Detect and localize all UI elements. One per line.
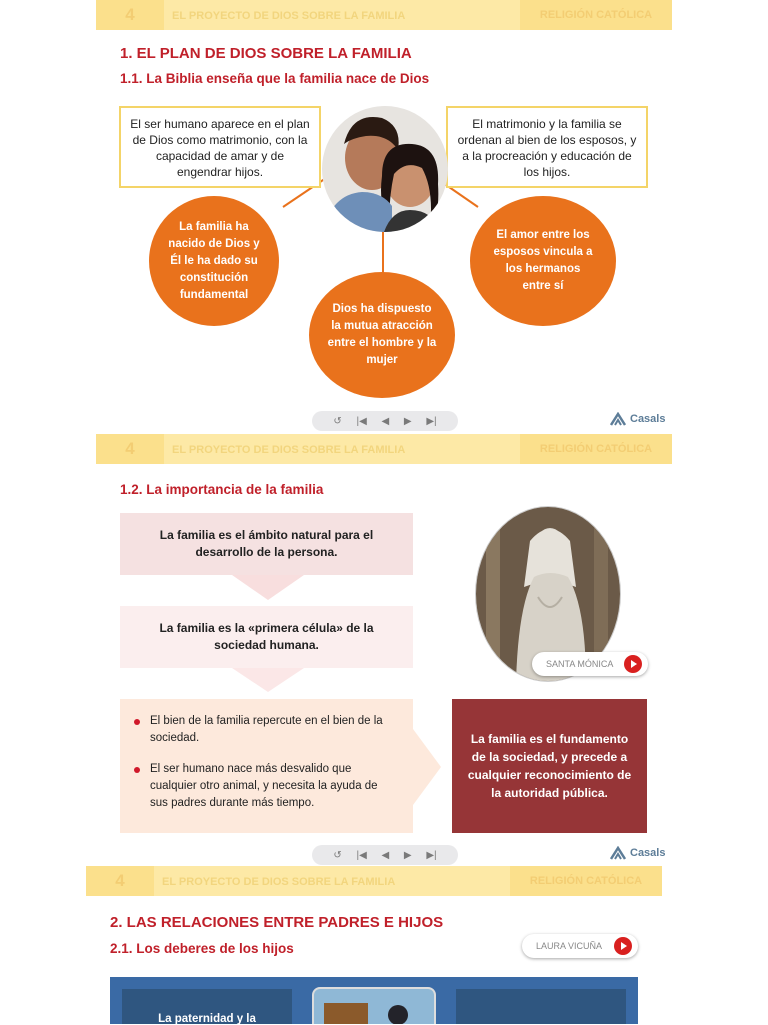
first-button[interactable]: |◀ xyxy=(356,849,367,861)
next-button[interactable]: ▶ xyxy=(403,849,412,861)
unit-number: 4 xyxy=(96,0,164,30)
info-box-left: El ser humano aparece en el plan de Dios como matrimonio, con la capacidad de amar y de engendrar hijos. xyxy=(119,106,321,188)
duties-panel xyxy=(110,977,638,1024)
brand-name: Casals xyxy=(630,847,666,859)
down-arrow xyxy=(232,668,304,692)
replay-button[interactable]: ↺ xyxy=(333,849,342,861)
slide-3 xyxy=(86,866,662,1024)
casals-logo xyxy=(610,412,665,426)
down-arrow xyxy=(232,575,304,600)
slide-controls xyxy=(312,845,458,865)
bullets-box xyxy=(120,699,413,833)
subject-label: RELIGIÓN CATÓLICA xyxy=(510,866,662,896)
casals-logo xyxy=(610,846,665,860)
unit-title: EL PROYECTO DE DIOS SOBRE LA FAMILIA xyxy=(172,444,406,456)
bullet-item: El ser humano nace más desvalido que cualquier otro animal, y necesita la ayuda de sus padres durante más tiempo. xyxy=(150,761,397,812)
next-button[interactable]: ▶ xyxy=(403,415,412,427)
illustration-image xyxy=(312,987,436,1024)
unit-number: 4 xyxy=(96,434,164,464)
slide-2 xyxy=(96,434,672,864)
first-button[interactable]: |◀ xyxy=(356,415,367,427)
casals-mark-icon xyxy=(610,412,626,426)
subject-label: RELIGIÓN CATÓLICA xyxy=(520,0,672,30)
unit-number: 4 xyxy=(86,866,154,896)
section-heading: 2. LAS RELACIONES ENTRE PADRES E HIJOS xyxy=(110,914,444,931)
circle-right: El amor entre los esposos vincula a los hermanos entre sí xyxy=(470,196,616,326)
circle-left: La familia ha nacido de Dios y Él le ha dado su constitución fundamental xyxy=(149,196,279,326)
slide-controls xyxy=(312,411,458,431)
conclusion-box: La familia es el fundamento de la sociedad, y precede a cualquier reconocimiento de la autoridad pública. xyxy=(452,699,647,833)
circle-center: Dios ha dispuesto la mutua atracción entre el hombre y la mujer xyxy=(309,272,455,398)
slide-header xyxy=(96,434,672,464)
couple-photo xyxy=(322,106,448,232)
subject-label: RELIGIÓN CATÓLICA xyxy=(520,434,672,464)
subsection-heading: 1.1. La Biblia enseña que la familia nace de Dios xyxy=(120,71,430,86)
right-arrow xyxy=(413,729,441,805)
prev-button[interactable]: ◀ xyxy=(381,849,390,861)
panel-right-box xyxy=(456,989,626,1024)
replay-button[interactable]: ↺ xyxy=(333,415,342,427)
unit-title: EL PROYECTO DE DIOS SOBRE LA FAMILIA xyxy=(162,876,396,888)
play-icon xyxy=(614,937,632,955)
panel-left-text: La paternidad y la xyxy=(158,1013,256,1025)
laura-vicuna-media-button[interactable] xyxy=(522,934,638,958)
play-icon xyxy=(624,655,642,673)
importance-box-1: La familia es el ámbito natural para el desarrollo de la persona. xyxy=(120,513,413,575)
panel-left-box xyxy=(122,989,292,1024)
importance-box-2: La familia es la «primera célula» de la sociedad humana. xyxy=(120,606,413,668)
media-label: LAURA VICUÑA xyxy=(536,941,603,951)
prev-button[interactable]: ◀ xyxy=(381,415,390,427)
slide-header xyxy=(86,866,662,896)
casals-mark-icon xyxy=(610,846,626,860)
slide-1 xyxy=(96,0,672,432)
bullet-item: El bien de la familia repercute en el bien de la sociedad. xyxy=(150,713,397,747)
media-label: SANTA MÓNICA xyxy=(546,659,614,669)
unit-title: EL PROYECTO DE DIOS SOBRE LA FAMILIA xyxy=(172,10,406,22)
santa-monica-media-button[interactable] xyxy=(532,652,648,676)
subsection-heading: 2.1. Los deberes de los hijos xyxy=(110,941,294,956)
last-button[interactable]: ▶| xyxy=(426,415,437,427)
last-button[interactable]: ▶| xyxy=(426,849,437,861)
brand-name: Casals xyxy=(630,413,666,425)
section-heading: 1. EL PLAN DE DIOS SOBRE LA FAMILIA xyxy=(120,45,412,62)
subsection-heading: 1.2. La importancia de la familia xyxy=(120,482,324,497)
info-box-right: El matrimonio y la familia se ordenan al bien de los esposos, y a la procreación y educación de los hijos. xyxy=(446,106,648,188)
